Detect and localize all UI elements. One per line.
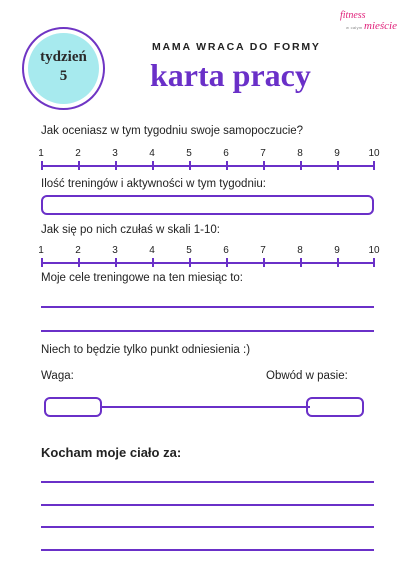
scale-number: 2 xyxy=(75,148,81,159)
scale-tick xyxy=(300,258,302,267)
measurement-connector xyxy=(100,406,310,408)
scale-tick xyxy=(337,161,339,170)
scale-number: 4 xyxy=(149,148,155,159)
scale-number: 7 xyxy=(260,245,266,256)
scale-tick xyxy=(41,161,43,170)
goals-writing-line[interactable] xyxy=(41,330,374,332)
scale-number: 8 xyxy=(297,148,303,159)
scale-tick xyxy=(115,258,117,267)
scale-axis xyxy=(41,165,374,167)
scale-number: 4 xyxy=(149,245,155,256)
weight-field[interactable] xyxy=(44,397,102,417)
question-monthly-goals: Moje cele treningowe na ten miesiąc to: xyxy=(41,272,243,284)
page-subtitle: MAMA WRACA DO FORMY xyxy=(152,41,321,53)
scale-tick xyxy=(300,161,302,170)
scale-number: 2 xyxy=(75,245,81,256)
scale-tick xyxy=(337,258,339,267)
body-love-writing-line[interactable] xyxy=(41,481,374,483)
brand-logo xyxy=(334,8,410,36)
weight-label: Waga: xyxy=(41,370,74,382)
question-trainings-count: Ilość treningów i aktywności w tym tygodniu: xyxy=(41,178,266,190)
scale-number: 9 xyxy=(334,148,340,159)
scale-number: 9 xyxy=(334,245,340,256)
scale-tick xyxy=(41,258,43,267)
scale-tick xyxy=(189,161,191,170)
page-title: karta pracy xyxy=(150,57,311,93)
scale-tick xyxy=(115,161,117,170)
scale-number: 5 xyxy=(186,148,192,159)
body-love-heading: Kocham moje ciało za: xyxy=(41,445,182,460)
question-feeling-scale: Jak się po nich czułaś w skali 1-10: xyxy=(41,224,220,236)
scale-number: 10 xyxy=(368,148,380,159)
scale-tick xyxy=(189,258,191,267)
scale-number: 6 xyxy=(223,148,229,159)
scale-tick xyxy=(78,161,80,170)
week-badge-number: 5 xyxy=(59,68,68,84)
waist-label: Obwód w pasie: xyxy=(266,370,348,382)
scale-number: 1 xyxy=(38,148,44,159)
scale-axis xyxy=(41,262,374,264)
scale-tick xyxy=(226,161,228,170)
goals-writing-line[interactable] xyxy=(41,306,374,308)
question-mood: Jak oceniasz w tym tygodniu swoje samopoczucie? xyxy=(41,125,304,137)
scale-number: 6 xyxy=(223,245,229,256)
scale-number: 7 xyxy=(260,148,266,159)
scale-tick xyxy=(373,258,375,267)
body-love-writing-line[interactable] xyxy=(41,526,374,528)
logo-text-miescie: mieście xyxy=(364,20,397,32)
waist-field[interactable] xyxy=(306,397,364,417)
scale-tick xyxy=(226,258,228,267)
scale-number: 3 xyxy=(112,245,118,256)
scale-number: 1 xyxy=(38,245,44,256)
scale-tick xyxy=(263,161,265,170)
scale-tick xyxy=(373,161,375,170)
scale-tick xyxy=(152,161,154,170)
logo-text-small: w całym xyxy=(346,25,363,30)
body-love-writing-line[interactable] xyxy=(41,549,374,551)
scale-tick xyxy=(152,258,154,267)
logo-text-fitness: fitness xyxy=(340,10,366,21)
scale-tick xyxy=(78,258,80,267)
body-love-writing-line[interactable] xyxy=(41,504,374,506)
week-badge-label: tydzień xyxy=(40,49,87,65)
trainings-count-field[interactable] xyxy=(41,195,374,215)
scale-number: 3 xyxy=(112,148,118,159)
scale-tick xyxy=(263,258,265,267)
reference-note: Niech to będzie tylko punkt odniesienia :) xyxy=(41,344,251,356)
scale-number: 10 xyxy=(368,245,380,256)
scale-number: 8 xyxy=(297,245,303,256)
scale-number: 5 xyxy=(186,245,192,256)
